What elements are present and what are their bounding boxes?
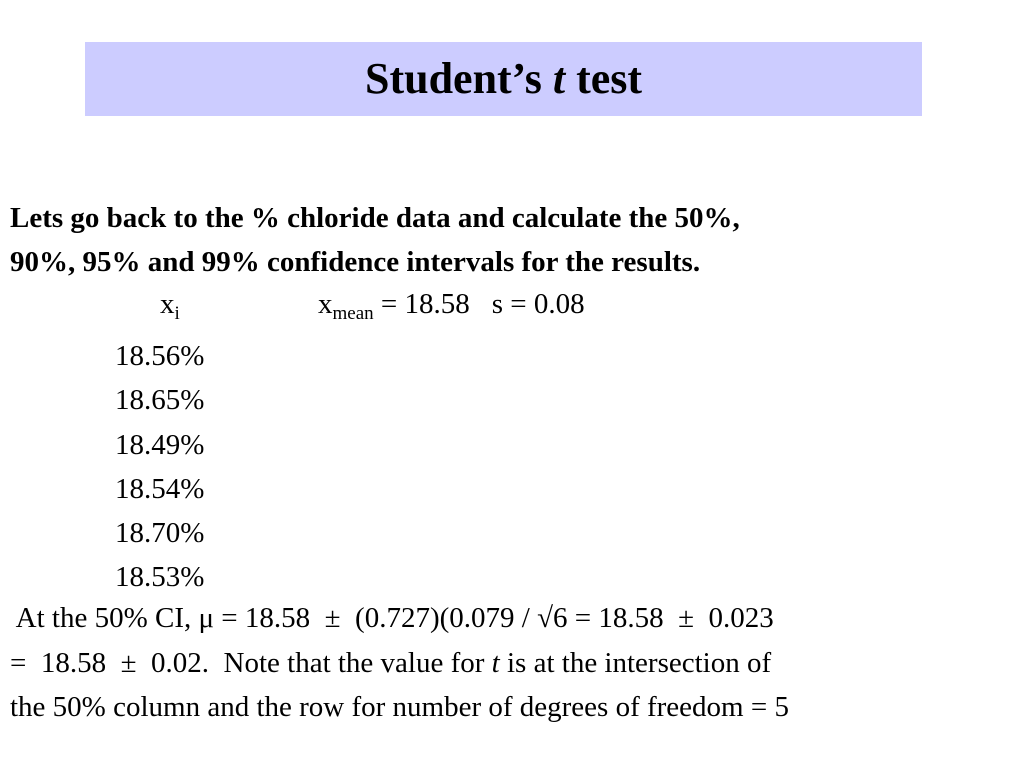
list-item: 18.53% (115, 561, 205, 594)
mean-value: = 18.58 (373, 288, 470, 320)
list-item: 18.70% (115, 517, 205, 550)
std-dev: s = 0.08 (491, 288, 585, 320)
title-suffix: test (565, 54, 643, 103)
summary-stats (318, 288, 585, 324)
mean-subscript: mean (332, 303, 374, 324)
conclusion-line-2-start: = 18.58 ± 0.02. Note that the value for (10, 646, 492, 679)
column-header-xi (160, 288, 180, 324)
conclusion-italic-t: t (491, 646, 500, 679)
list-item: 18.56% (115, 340, 205, 372)
list-item: 18.49% (115, 428, 205, 461)
list-item: 18.65% (115, 384, 205, 417)
intro-line-1: Lets go back to the % chloride data and calculate the 50%, (10, 202, 740, 234)
slide-title (364, 54, 643, 103)
intro-paragraph (10, 196, 1010, 284)
conclusion-line-1: At the 50% CI, μ = 18.58 ± (0.727)(0.079 / √6 = 18.58 ± 0.023 (10, 602, 774, 634)
conclusion-line-3: the 50% column and the row for number of degrees of freedom = 5 (10, 691, 789, 723)
list-item: 18.54% (115, 472, 205, 505)
xi-symbol: x (160, 288, 175, 320)
conclusion-line-2 (10, 641, 1015, 686)
title-banner (85, 42, 922, 116)
intro-line-2: 90%, 95% and 99% confidence intervals for the results. (10, 246, 701, 278)
conclusion-line-2-end: is at the intersection of (499, 646, 772, 679)
xi-subscript: i (174, 303, 180, 324)
conclusion-paragraph (10, 596, 1015, 730)
title-italic-t: t (552, 54, 566, 103)
mean-symbol: x (318, 288, 333, 320)
chloride-values-list (115, 334, 204, 600)
title-prefix: Student’s (364, 54, 553, 103)
